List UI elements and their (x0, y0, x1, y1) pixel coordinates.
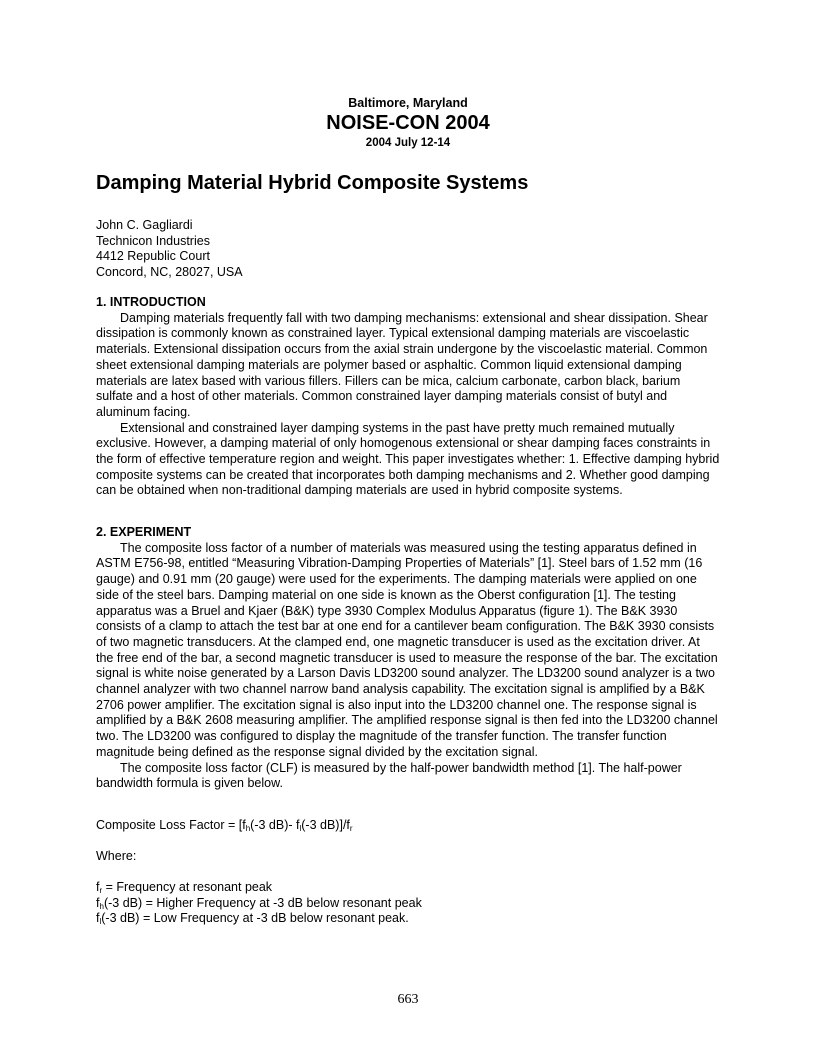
where-label: Where: (96, 849, 137, 863)
formula-text: (-3 dB)- f (250, 818, 300, 832)
section-heading: 1. INTRODUCTION (96, 295, 206, 309)
clf-formula (96, 818, 353, 834)
paragraph: The composite loss factor (CLF) is measured by the half-power bandwidth method [1]. The half-power bandwidth formula is given below. (96, 760, 682, 791)
page-number: 663 (397, 992, 419, 1007)
section-heading: 2. EXPERIMENT (96, 525, 192, 539)
author-name: John C. Gagliardi (96, 218, 193, 232)
definition-subscript: h (99, 901, 104, 911)
definition-text: (-3 dB) = Higher Frequency at -3 dB below resonant peak (103, 895, 422, 910)
formula-subscript: l (299, 824, 302, 833)
definition-text: (-3 dB) = Low Frequency at -3 dB below resonant peak. (101, 911, 409, 926)
conference-location: Baltimore, Maryland (348, 96, 468, 110)
conference-date: 2004 July 12-14 (365, 137, 451, 149)
formula-subscript: h (245, 824, 251, 833)
definition-symbol: f (96, 880, 100, 894)
author-street: 4412 Republic Court (96, 249, 210, 264)
definition-subscript: l (99, 917, 102, 927)
section-introduction (96, 295, 720, 499)
formula-text: Composite Loss Factor = [f (96, 818, 246, 832)
definition-list (96, 880, 422, 927)
author-city: Concord, NC, 28027, USA (96, 265, 243, 280)
author-affiliation: Technicon Industries (96, 233, 210, 248)
paragraph: Extensional and constrained layer damping systems in the past have pretty much remained mutually exclusive. However, a damping material of only homogenous extensional or shear damping faces constraints in the form of effective temperature region and weight. This paper investigates whether: 1. Effective damping hybrid composite systems can be created that incorporates both damping mechanisms and 2. Whether good damping can be obtained when non-traditional damping materials are used in hybrid composite systems. (96, 420, 720, 498)
paper-title: Damping Material Hybrid Composite Systems (96, 172, 529, 194)
formula-text: (-3 dB)]/f (301, 818, 350, 832)
author-block (96, 218, 243, 281)
formula-subscript: r (349, 824, 353, 833)
definition-text: = Frequency at resonant peak (102, 880, 273, 894)
definition-symbol: f (96, 895, 100, 910)
conference-name: NOISE-CON 2004 (326, 112, 490, 134)
section-experiment (96, 525, 720, 792)
definition-item (96, 896, 422, 912)
definition-item (96, 880, 422, 896)
paragraph: Damping materials frequently fall with two damping mechanisms: extensional and shear dissipation. Shear dissipation is commonly known as constrained layer. Typical extensional damping materials are viscoelastic materials. Extensional dissipation occurs from the axial strain undergone by the viscoelastic material. Common sheet extensional damping materials are polymer based or asphaltic. Common liquid extensional damping materials are latex based with various fillers. Fillers can be mica, calcium carbonate, carbon black, barium sulfate and a host of other materials. Common constrained layer damping materials consist of butyl and aluminum facing. (96, 310, 708, 419)
paragraph: The composite loss factor of a number of materials was measured using the testing apparatus defined in ASTM E756-98, entitled “Measuring Vibration-Damping Properties of Materials” [1]. Steel bars of 1.52 mm (16 gauge) and 0.91 mm (20 gauge) were used for the experiments. The damping materials were applied on one side of the steel bars. Damping material on one side is known as the Oberst configuration [1]. The testing apparatus was a Bruel and Kjaer (B&K) type 3930 Complex Modulus Apparatus (figure 1). The B&K 3930 consists of a clamp to attach the test bar at one end for a cantilever beam configuration. The B&K 3930 consists of two magnetic transducers. At the clamped end, one magnetic transducer is used as the excitation driver. At the free end of the bar, a second magnetic transducer is used to measure the response of the bar. The excitation signal is white noise generated by a Larson Davis LD3200 sound analyzer. The LD3200 sound analyzer is a two channel analyzer with two channel narrow band analysis capability. The excitation signal is amplified by a B&K 2706 power amplifier. The excitation signal is also input into the LD3200 channel one. The response signal is amplified by a B&K 2608 measuring amplifier. The amplified response signal is then fed into the LD3200 channel two. The LD3200 was configured to display the magnitude of the transfer function. The transfer function magnitude being defined as the response signal divided by the excitation signal. (96, 540, 718, 759)
definition-item (96, 911, 422, 927)
definition-subscript: r (99, 886, 103, 895)
definition-symbol: f (96, 911, 100, 926)
